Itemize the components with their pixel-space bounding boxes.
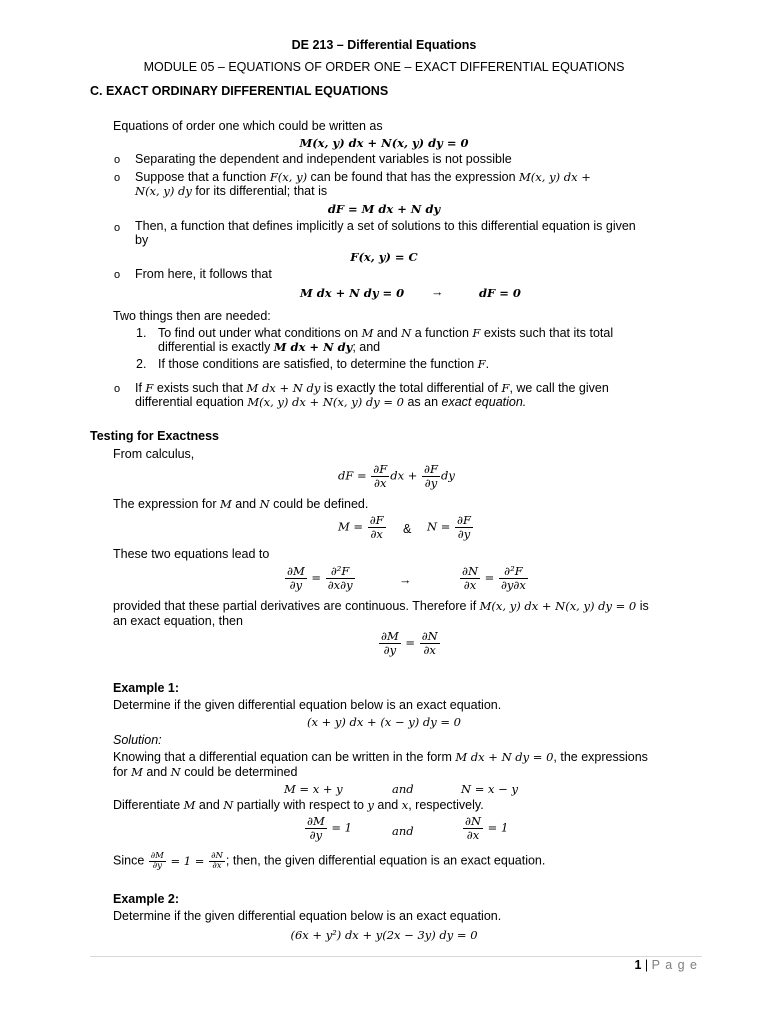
fraction: $\frac{\text{∂²F}}{\partial y\partial x}$ [500,564,526,592]
bullet-then-cont: by [135,233,149,247]
fraction: $\frac{\partial N}{\partial x}$ [211,851,223,871]
example-1-prompt: Determine if the given differential equation below is an exact equation. [113,698,502,712]
need-2-number: 2. [136,357,147,371]
since-conclusion: Since $\frac{\partial M}{\partial y}$ = 1 = $\frac{\partial N}{\partial x}$ ; then, the given differential equation is an exact equation. [113,851,546,871]
M-expression: M = x + y [284,782,343,796]
bullet-separation: Separating the dependent and independent variables is not possible [135,152,512,166]
N-definition: N = $\frac{\partial F}{\partial y}$ [427,513,471,541]
follow-right-equation: dF = 0 [479,286,521,300]
page-separator: | [641,958,652,972]
example-2-title: Example 2: [113,892,180,906]
general-equation: M(x, y) dx + N(x, y) dy = 0 [299,136,469,150]
fraction: $\frac{\partial M}{\partial y}$ [150,851,164,871]
bullet-exact-definition-cont: differential equation M(x, y) dx + N(x, y) dy = 0 as an exact equation. [135,395,527,409]
bullet-marker: o [114,222,121,234]
fraction: $\frac{\partial F}{\partial y}$ [457,513,471,541]
bullet-suppose-cont: N(x, y) dy for its differential; that is [135,184,328,198]
intro-text: Equations of order one which could be written as [113,119,383,133]
exactness-condition: $\frac{\partial M}{\partial y}$ = $\frac{\partial N}{\partial x}$ [381,629,438,657]
page-number: 1 [634,958,642,972]
fraction: $\frac{\partial F}{\partial x}$ [373,462,388,490]
example-2-equation: (6x + y²) dx + y(2x − 3y) dy = 0 [290,928,478,942]
module-title: MODULE 05 – EQUATIONS OF ORDER ONE – EXACT DIFFERENTIAL EQUATIONS [143,60,625,74]
total-differential-formula: dF = $\frac{\partial F}{\partial x}$ dx + $\frac{\partial F}{\partial y}$ dy [338,462,455,490]
page-word: P a g e [651,958,698,972]
testing-heading: Testing for Exactness [90,429,219,443]
arrow-symbol: → [431,285,444,299]
bullet-then: Then, a function that defines implicitly a set of solutions to this differential equation is given [135,219,636,233]
N-expression: N = x − y [461,782,518,796]
partial-M-result: $\frac{\partial M}{\partial y}$ = 1 [307,814,352,842]
need-1-number: 1. [136,326,147,340]
fraction: $\frac{\partial N}{\partial x}$ [465,814,482,842]
knowing-text-cont: for M and N could be determined [113,765,298,779]
lead-text: These two equations lead to [113,547,270,561]
footer-divider [90,956,702,957]
and-word: and [392,824,414,838]
fraction: $\frac{\partial F}{\partial y}$ [424,462,438,490]
need-1: To find out under what conditions on M and N a function F exists such that its total [158,326,614,340]
mixed-partial-M: $\frac{\partial M}{\partial y}$ = $\frac{\text{∂²F}}{\partial x\partial y}$ [287,564,353,592]
solution-label: Solution: [113,733,162,747]
differentiate-text: Differentiate M and N partially with respect to y and x, respectively. [113,798,484,812]
from-calculus: From calculus, [113,447,195,461]
expression-text: The expression for M and N could be defined. [113,497,369,511]
ampersand: & [403,522,412,536]
fraction: $\frac{\partial M}{\partial y}$ [307,814,325,842]
bullet-marker: o [114,172,121,184]
example-1-title: Example 1: [113,681,180,695]
example-1-equation: (x + y) dx + (x − y) dy = 0 [306,715,462,729]
page-footer [634,958,698,972]
partial-N-result: $\frac{\partial N}{\partial x}$ = 1 [465,814,509,842]
bullet-exact-definition: If F exists such that M dx + N dy is exactly the total differential of F, we call the given [135,381,609,395]
follow-left-equation: M dx + N dy = 0 [300,286,405,300]
solution-family-equation: F(x, y) = C [350,250,418,264]
M-definition: M = $\frac{\partial F}{\partial x}$ [338,513,384,541]
provided-text-cont: an exact equation, then [113,614,243,628]
fraction: $\frac{\partial N}{\partial x}$ [421,629,438,657]
need-1-cont: differential is exactly M dx + N dy; and [158,340,381,354]
bullet-marker: o [114,154,121,166]
need-2: If those conditions are satisfied, to determine the function F. [158,357,490,371]
fraction: $\frac{\text{∂²F}}{\partial x\partial y}$ [327,564,353,592]
total-differential-equation: dF = M dx + N dy [327,202,441,216]
bullet-suppose: Suppose that a function F(x, y) can be found that has the expression M(x, y) dx + [135,170,591,184]
fraction: $\frac{\partial M}{\partial y}$ [381,629,399,657]
course-title: DE 213 – Differential Equations [291,38,477,52]
bullet-marker: o [114,269,121,281]
section-title: C. EXACT ORDINARY DIFFERENTIAL EQUATIONS [90,84,389,98]
bullet-marker: o [114,383,121,395]
needs-intro: Two things then are needed: [113,309,271,323]
mixed-partial-N: $\frac{\partial N}{\partial x}$ = $\frac{\text{∂²F}}{\partial y\partial x}$ [462,564,526,592]
fraction: $\frac{\partial N}{\partial x}$ [462,564,479,592]
knowing-text: Knowing that a differential equation can be written in the form M dx + N dy = 0, the expressions [113,750,648,764]
and-word: and [392,782,414,796]
fraction: $\frac{\partial F}{\partial x}$ [369,513,384,541]
example-2-prompt: Determine if the given differential equation below is an exact equation. [113,909,502,923]
bullet-follows: From here, it follows that [135,267,272,281]
arrow-symbol: → [399,573,412,587]
provided-text: provided that these partial derivatives are continuous. Therefore if M(x, y) dx + N(x, y) dy = 0 is [113,599,649,613]
fraction: $\frac{\partial M}{\partial y}$ [287,564,305,592]
